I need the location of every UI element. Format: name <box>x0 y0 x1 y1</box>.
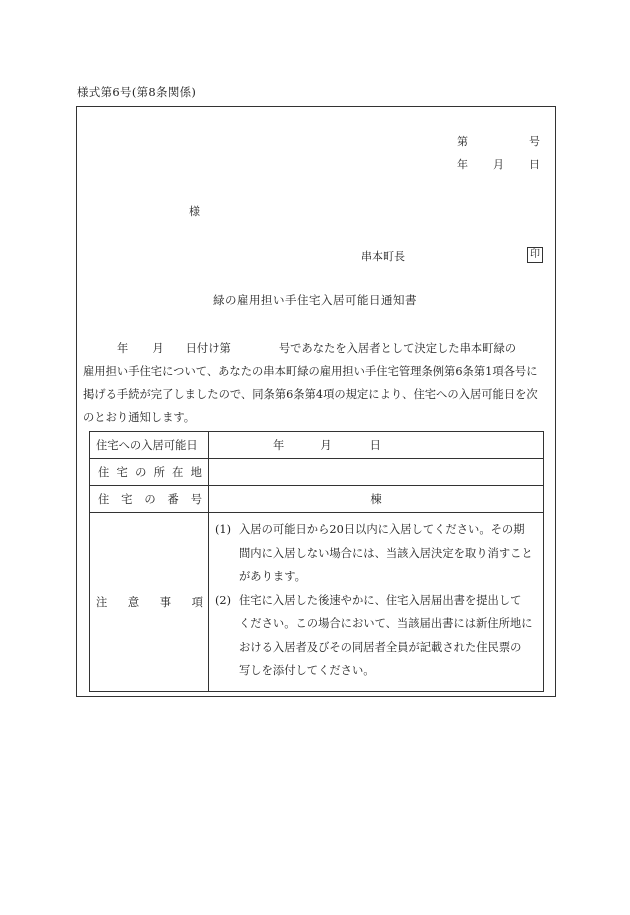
sender-name: 串本町長 <box>361 250 405 263</box>
notice-body <box>83 337 551 429</box>
seal-mark: 印 <box>527 247 543 263</box>
body-line-4: のとおり通知します。 <box>83 411 196 424</box>
building-suffix: 棟 <box>370 493 382 506</box>
document-title: 緑の雇用担い手住宅入居可能日通知書 <box>213 293 417 307</box>
note-item: (2) 住宅に入居した後速やかに、住宅入居届出書を提出して ください。この場合において、当該届出書には新住所地に おける入居者及びその同居者全員が記載された住民票の 写しを添付してください。 <box>215 593 533 677</box>
note-item: (1) 入居の可能日から20日以内に入居してください。その期 間内に入居しない場合には、当該入居決定を取り消すこと があります。 <box>215 523 533 583</box>
table-row-move-in-date <box>90 432 544 459</box>
move-in-year: 年 <box>273 439 285 452</box>
form-number-label: 様式第6号(第8条関係) <box>77 85 197 99</box>
body-line-3: 掲げる手続が完了しましたので、同条第6条第4項の規定により、住宅への入居可能日を次 <box>83 388 538 401</box>
label-address: 住 宅 の 所 在 地 <box>90 459 209 486</box>
value-address <box>209 459 544 486</box>
table-row-address <box>90 459 544 486</box>
info-table <box>89 431 544 692</box>
label-notes: 注 意 事 項 <box>90 513 209 692</box>
number-suffix: 号 <box>529 135 540 148</box>
body-line-2: 雇用担い手住宅について、あなたの串本町緑の雇用担い手住宅管理条例第6条第1項各号に <box>83 365 538 378</box>
table-row-notes <box>90 513 544 692</box>
move-in-day: 日 <box>369 439 381 452</box>
body-line-1 <box>83 337 551 360</box>
body-month: 月 <box>152 342 164 355</box>
table-row-house-number <box>90 486 544 513</box>
value-notes <box>209 513 544 692</box>
date-month: 月 <box>493 158 504 171</box>
date-year: 年 <box>457 158 468 171</box>
date-day: 日 <box>529 158 540 171</box>
body-year: 年 <box>117 342 129 355</box>
value-house-number <box>209 486 544 513</box>
recipient-suffix: 様 <box>189 205 200 218</box>
number-prefix: 第 <box>457 135 468 148</box>
move-in-month: 月 <box>320 439 332 452</box>
value-move-in-date <box>209 432 544 459</box>
label-house-number: 住 宅 の 番 号 <box>90 486 209 513</box>
body-line-1-rest: 号であなたを入居者として決定した串本町緑の <box>278 342 517 355</box>
label-move-in-date: 住宅への入居可能日 <box>90 432 209 459</box>
body-dated: 日付け第 <box>185 342 231 355</box>
